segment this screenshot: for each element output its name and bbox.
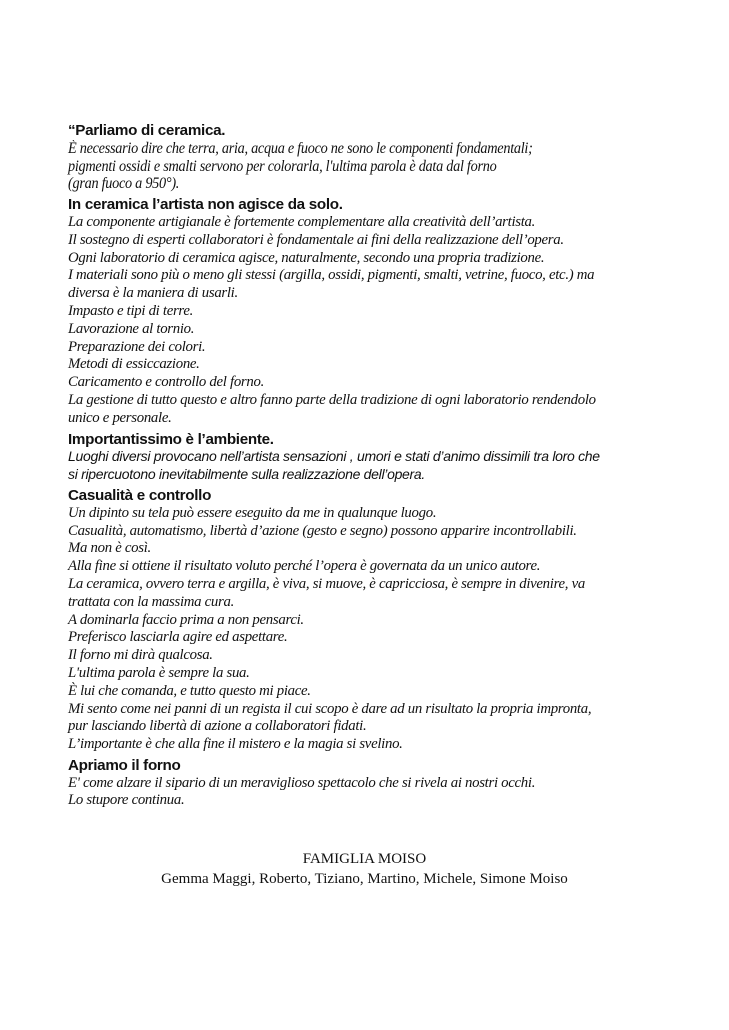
text-line: Lo stupore continua. <box>68 792 185 809</box>
text-line: Preferisco lasciarla agire ed aspettare. <box>68 629 288 646</box>
text-line: (gran fuoco a 950°). <box>68 175 180 193</box>
text-line: pigmenti ossidi e smalti servono per colorarla, l'ultima parola è data dal forno <box>68 157 497 175</box>
section-heading: In ceramica l’artista non agisce da solo. <box>68 196 343 214</box>
document-footer <box>0 850 729 889</box>
text-line: La gestione di tutto questo e altro fanno parte della tradizione di ogni laboratorio rendendolo <box>68 391 596 408</box>
text-line: Impasto e tipi di terre. <box>68 302 193 319</box>
text-line: Il forno mi dirà qualcosa. <box>68 647 213 664</box>
text-line: trattata con la massima cura. <box>68 593 234 610</box>
text-line: Lavorazione al tornio. <box>68 320 195 337</box>
footer-family-name: FAMIGLIA MOISO <box>302 851 427 867</box>
text-line: Ma non è così. <box>68 540 151 557</box>
text-line: È lui che comanda, e tutto questo mi piace. <box>68 682 311 699</box>
text-line: Alla fine si ottiene il risultato voluto perché l’opera è governata da un unico autore. <box>68 558 541 575</box>
text-line: pur lasciando libertà di azione a collaboratori fidati. <box>68 718 367 735</box>
text-line: Preparazione dei colori. <box>68 338 206 355</box>
text-line: si ripercuotono inevitabilmente sulla realizzazione dell’opera. <box>68 466 425 483</box>
document-text-block <box>68 122 600 810</box>
section-heading: “Parliamo di ceramica. <box>68 122 226 139</box>
text-line: E' come alzare il sipario di un meraviglioso spettacolo che si rivela ai nostri occhi. <box>68 774 536 791</box>
section-heading: Importantissimo è l’ambiente. <box>68 430 274 448</box>
section-heading: Apriamo il forno <box>68 756 181 774</box>
text-line: Un dipinto su tela può essere eseguito da me in qualunque luogo. <box>68 504 437 521</box>
text-line: La ceramica, ovvero terra e argilla, è viva, si muove, è capricciosa, è sempre in divenire, va <box>68 575 585 592</box>
text-line: Mi sento come nei panni di un regista il cui scopo è dare ad un risultato la propria impronta, <box>68 700 592 717</box>
text-line: Caricamento e controllo del forno. <box>68 374 264 391</box>
text-line: Luoghi diversi provocano nell’artista sensazioni , umori e stati d’animo dissimili tra loro che <box>68 448 600 465</box>
text-line: I materiali sono più o meno gli stessi (argilla, ossidi, pigmenti, smalti, vetrine, fuoco, etc.) ma <box>68 267 595 284</box>
text-line: Casualità, automatismo, libertà d’azione (gesto e segno) possono apparire incontrollabili. <box>68 522 577 539</box>
text-line: diversa è la maniera di usarli. <box>68 285 238 302</box>
section-heading: Casualità e controllo <box>68 486 212 504</box>
text-line: Il sostegno di esperti collaboratori è fondamentale ai fini della realizzazione dell’opera. <box>68 231 564 248</box>
text-line: La componente artigianale è fortemente complementare alla creatività dell’artista. <box>68 213 536 230</box>
text-line: unico e personale. <box>68 409 172 426</box>
text-line: È necessario dire che terra, aria, acqua e fuoco ne sono le componenti fondamentali; <box>68 139 533 157</box>
text-line: Metodi di essiccazione. <box>68 356 200 373</box>
footer-family-members: Gemma Maggi, Roberto, Tiziano, Martino, Michele, Simone Moiso <box>161 870 568 887</box>
text-line: A dominarla faccio prima a non pensarci. <box>68 611 304 628</box>
text-line: L'ultima parola è sempre la sua. <box>68 664 250 681</box>
text-line: L’importante è che alla fine il mistero e la magia si svelino. <box>68 736 403 753</box>
text-line: Ogni laboratorio di ceramica agisce, naturalmente, secondo una propria tradizione. <box>68 249 545 266</box>
